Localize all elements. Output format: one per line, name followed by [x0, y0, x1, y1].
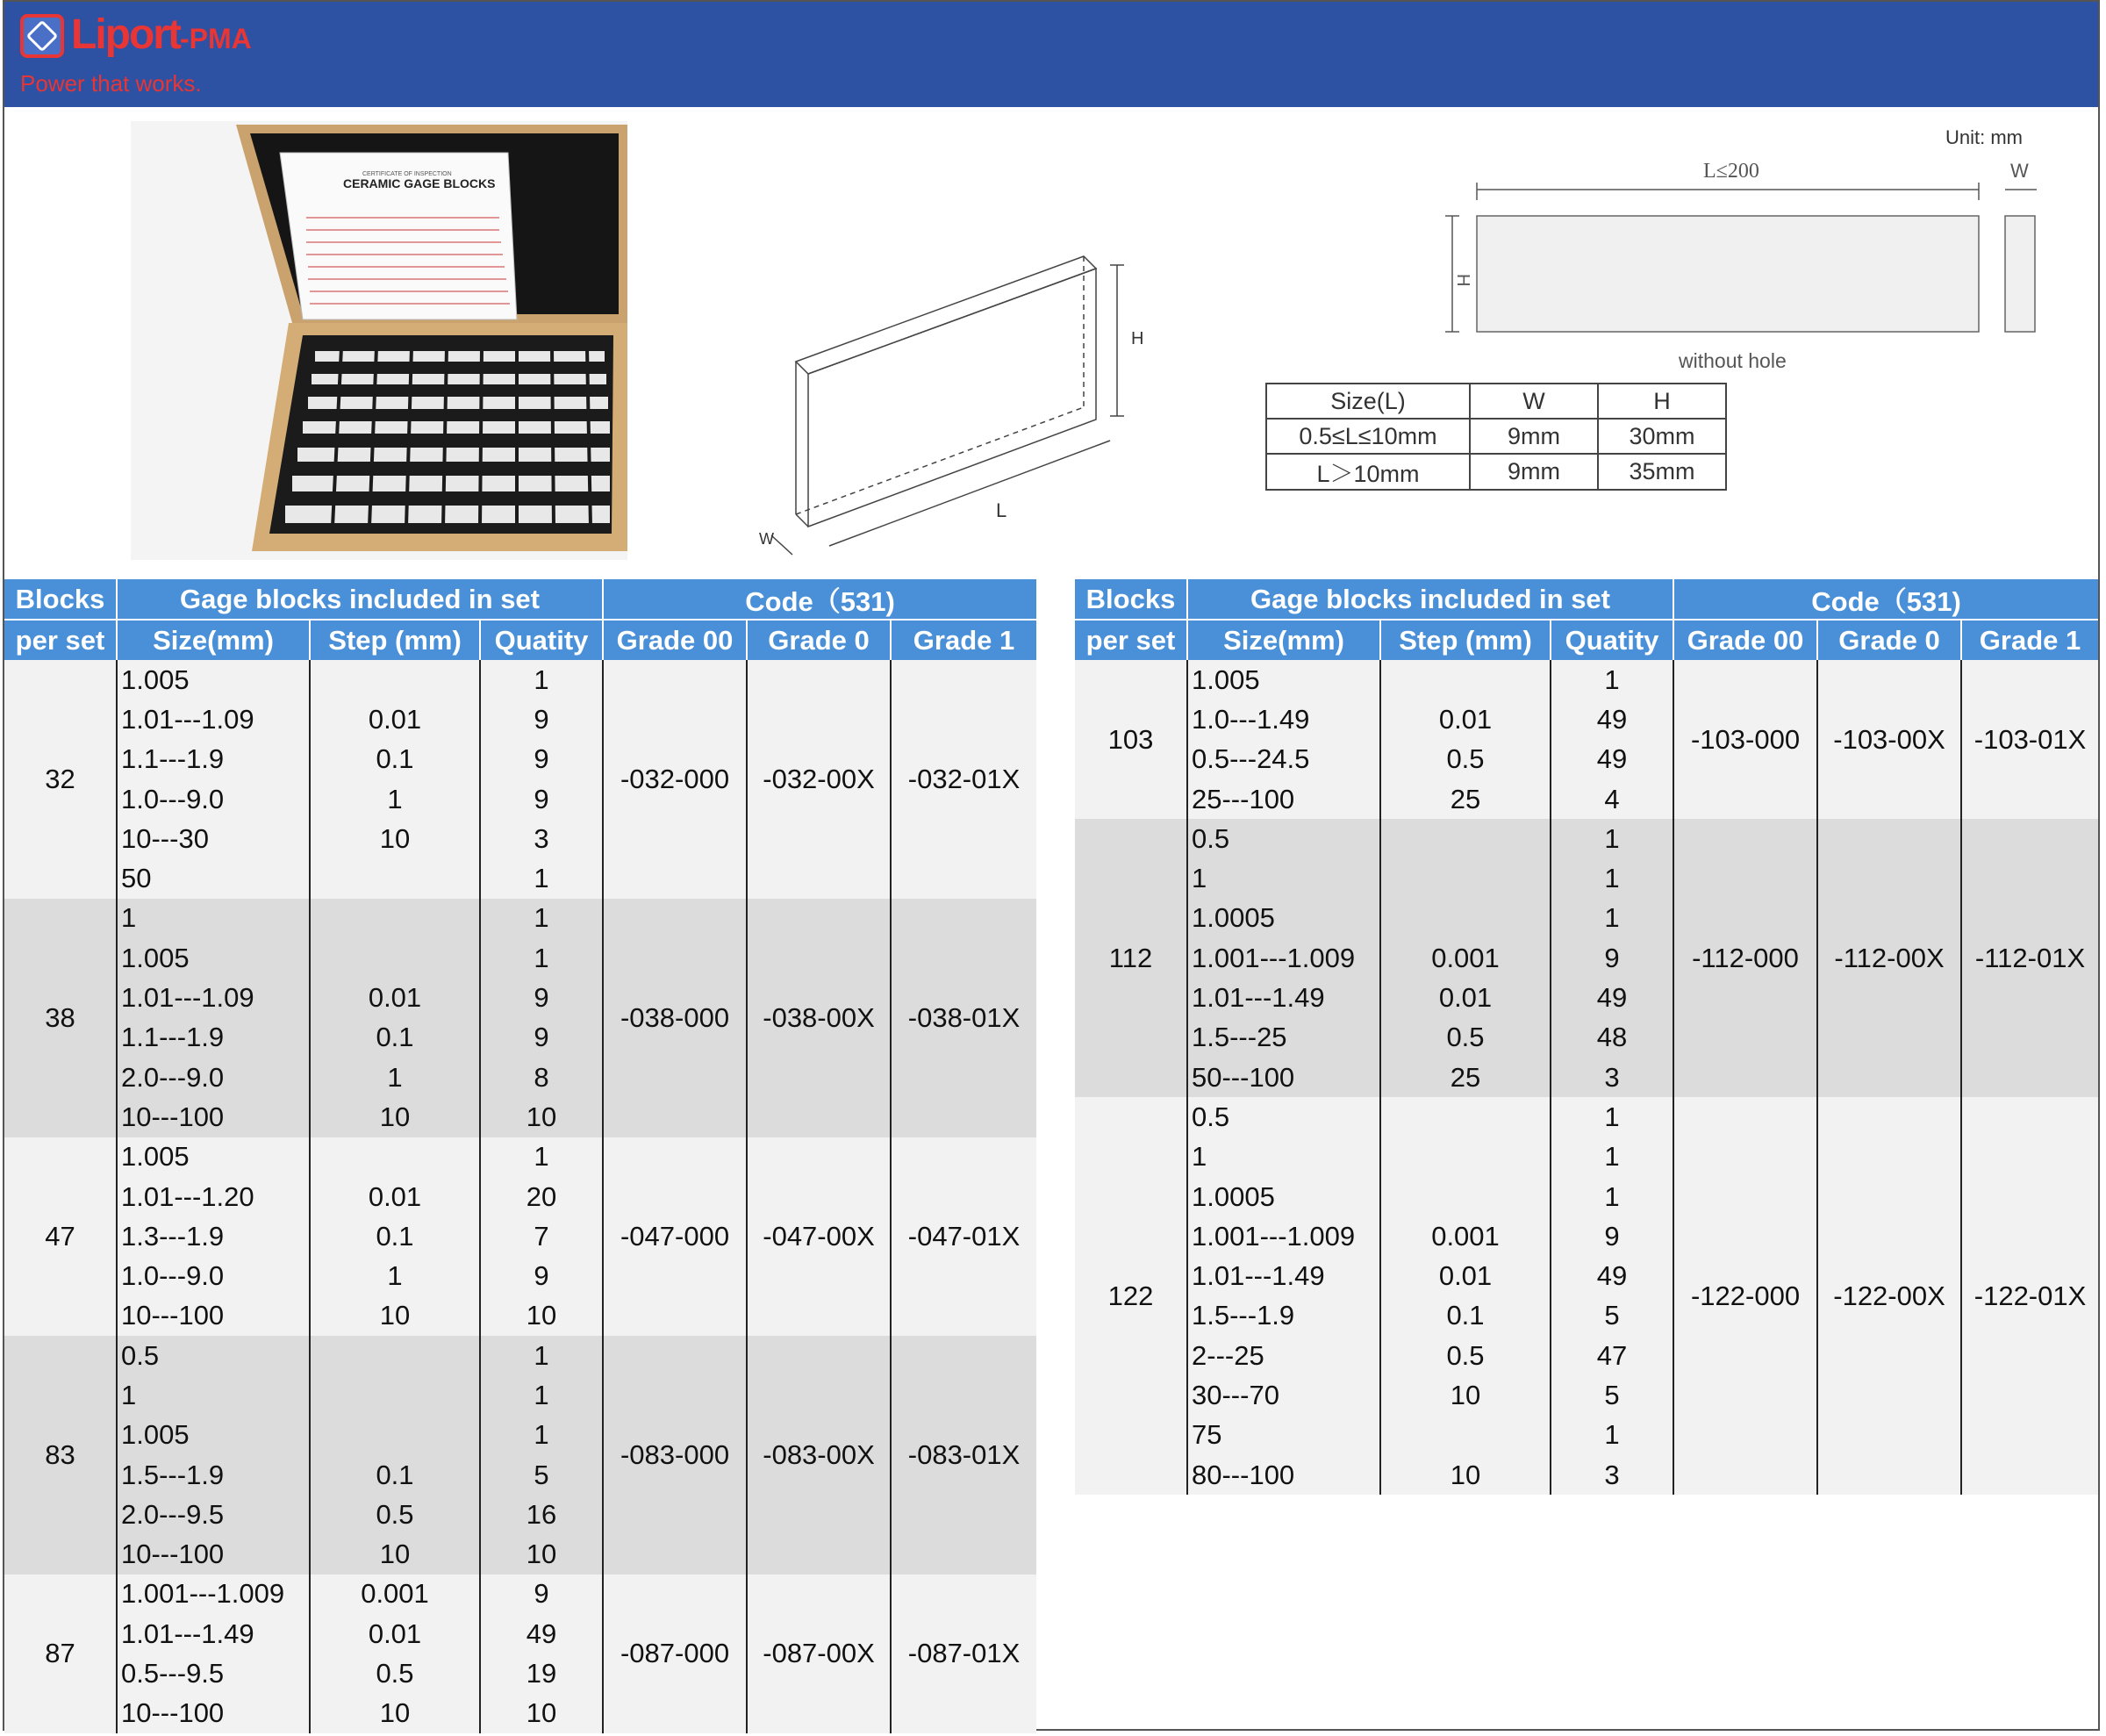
- grade-00-code-cell: -047-000: [603, 1137, 747, 1336]
- size-cell: 10---100: [117, 1296, 310, 1336]
- spec-row: [1266, 454, 1726, 490]
- size-cell: 1.005: [117, 660, 310, 699]
- quantity-cell: 9: [480, 779, 603, 819]
- grade-00-code-cell: -122-000: [1673, 1097, 1817, 1495]
- size-cell: 50---100: [1187, 1058, 1380, 1097]
- quantity-cell: 49: [1551, 978, 1673, 1017]
- step-cell: 0.5: [310, 1654, 480, 1693]
- step-cell: [1380, 1097, 1551, 1137]
- grade-00-code-cell: -038-000: [603, 899, 747, 1137]
- step-cell: [310, 858, 480, 898]
- size-cell: 10---30: [117, 819, 310, 858]
- box-height-label: H: [1131, 329, 1144, 348]
- grade-00-code-cell: -103-000: [1673, 660, 1817, 819]
- quantity-cell: 10: [480, 1097, 603, 1137]
- spec-header: Size(L): [1266, 384, 1470, 419]
- step-cell: 0.5: [310, 1495, 480, 1534]
- size-cell: 1.0---9.0: [117, 1256, 310, 1295]
- step-cell: 10: [310, 1694, 480, 1733]
- quantity-cell: 9: [480, 740, 603, 779]
- size-cell: 1.01---1.49: [117, 1614, 310, 1654]
- height-label: H: [1453, 274, 1472, 287]
- header-step: Step (mm): [310, 620, 480, 660]
- size-cell: 10---100: [117, 1097, 310, 1137]
- step-cell: 0.01: [310, 699, 480, 739]
- header-bar: [4, 2, 2098, 107]
- step-cell: 0.001: [1380, 1216, 1551, 1256]
- quantity-cell: 1: [1551, 1137, 1673, 1177]
- step-cell: 10: [310, 1097, 480, 1137]
- spec-cell: 9mm: [1470, 454, 1598, 490]
- size-cell: 1.001---1.009: [117, 1575, 310, 1614]
- step-cell: [1380, 858, 1551, 898]
- size-cell: 1.5---1.9: [1187, 1296, 1380, 1336]
- step-cell: 0.01: [310, 1614, 480, 1654]
- grade-1-code-cell: -122-01X: [1961, 1097, 2098, 1495]
- blocks-per-set-cell: 38: [4, 899, 117, 1137]
- quantity-cell: 3: [480, 819, 603, 858]
- size-cell: 0.5: [1187, 1097, 1380, 1137]
- step-cell: [310, 660, 480, 699]
- size-cell: 1: [117, 899, 310, 938]
- quantity-cell: 16: [480, 1495, 603, 1534]
- certificate-heading: CERTIFICATE OF INSPECTION: [362, 171, 452, 177]
- size-cell: 10---100: [117, 1535, 310, 1575]
- gage-block-set-photo: [131, 121, 627, 560]
- size-cell: 1.001---1.009: [1187, 938, 1380, 978]
- grade-0-code-cell: -032-00X: [747, 660, 891, 899]
- step-cell: [310, 938, 480, 978]
- unit-label: Unit: mm: [1945, 126, 2023, 148]
- quantity-cell: 3: [1551, 1455, 1673, 1495]
- table-row: [4, 1575, 1036, 1614]
- quantity-cell: 5: [480, 1455, 603, 1495]
- size-cell: 1.005: [117, 938, 310, 978]
- tagline: Power that works.: [20, 70, 202, 97]
- size-cell: 1.3---1.9: [117, 1216, 310, 1256]
- size-cell: 2.0---9.0: [117, 1058, 310, 1097]
- header-grade-1: Grade 1: [891, 620, 1036, 660]
- header-per-set: per set: [1075, 620, 1187, 660]
- header-step: Step (mm): [1380, 620, 1551, 660]
- table-row: [1075, 819, 2098, 858]
- size-cell: 80---100: [1187, 1455, 1380, 1495]
- quantity-cell: 8: [480, 1058, 603, 1097]
- step-cell: 0.01: [1380, 978, 1551, 1017]
- spec-cell: L＞10mm: [1266, 454, 1470, 490]
- left-gage-set-table: [4, 579, 1036, 1733]
- table-row: [4, 899, 1036, 938]
- spec-cell: 9mm: [1470, 419, 1598, 454]
- quantity-cell: 1: [480, 1137, 603, 1177]
- step-cell: 0.01: [1380, 1256, 1551, 1295]
- spec-cell: 35mm: [1598, 454, 1726, 490]
- size-cell: 75: [1187, 1416, 1380, 1455]
- blocks-per-set-cell: 87: [4, 1575, 117, 1733]
- size-cell: 1.0005: [1187, 899, 1380, 938]
- quantity-cell: 1: [480, 858, 603, 898]
- size-cell: 1.01---1.49: [1187, 1256, 1380, 1295]
- step-cell: [310, 1416, 480, 1455]
- step-cell: [1380, 1416, 1551, 1455]
- quantity-cell: 1: [1551, 1416, 1673, 1455]
- size-cell: 1.005: [117, 1137, 310, 1177]
- step-cell: [1380, 819, 1551, 858]
- length-label: L≤200: [1703, 160, 1759, 183]
- quantity-cell: 1: [480, 1336, 603, 1375]
- grade-00-code-cell: -087-000: [603, 1575, 747, 1733]
- grade-1-code-cell: -112-01X: [1961, 819, 2098, 1097]
- size-cell: 0.5---24.5: [1187, 740, 1380, 779]
- quantity-cell: 9: [480, 978, 603, 1017]
- quantity-cell: 10: [480, 1535, 603, 1575]
- quantity-cell: 1: [1551, 899, 1673, 938]
- header-row-groups: [1075, 579, 2098, 620]
- quantity-cell: 49: [1551, 1256, 1673, 1295]
- header-code-group: Code（531): [1673, 579, 2098, 620]
- blocks-per-set-cell: 32: [4, 660, 117, 899]
- step-cell: 10: [1380, 1375, 1551, 1415]
- table-row: [4, 1137, 1036, 1177]
- grade-0-code-cell: -047-00X: [747, 1137, 891, 1336]
- size-cell: 1.0---1.49: [1187, 699, 1380, 739]
- size-cell: 0.5---9.5: [117, 1654, 310, 1693]
- step-cell: [310, 1137, 480, 1177]
- quantity-cell: 1: [480, 660, 603, 699]
- quantity-cell: 9: [480, 699, 603, 739]
- header-gage-group: Gage blocks included in set: [117, 579, 603, 620]
- grade-00-code-cell: -112-000: [1673, 819, 1817, 1097]
- header-code-group: Code（531): [603, 579, 1036, 620]
- logo-icon: [20, 14, 64, 58]
- header-size: Size(mm): [1187, 620, 1380, 660]
- step-cell: 10: [310, 819, 480, 858]
- size-cell: 1: [1187, 858, 1380, 898]
- spec-header: W: [1470, 384, 1598, 419]
- table-row: [4, 660, 1036, 699]
- quantity-cell: 9: [480, 1575, 603, 1614]
- quantity-cell: 47: [1551, 1336, 1673, 1375]
- step-cell: [310, 1336, 480, 1375]
- step-cell: [310, 899, 480, 938]
- size-cell: 50: [117, 858, 310, 898]
- quantity-cell: 7: [480, 1216, 603, 1256]
- certificate-title: CERAMIC GAGE BLOCKS: [343, 176, 496, 190]
- step-cell: 10: [1380, 1455, 1551, 1495]
- grade-1-code-cell: -083-01X: [891, 1336, 1036, 1575]
- size-cell: 1.005: [117, 1416, 310, 1455]
- size-cell: 1.01---1.49: [1187, 978, 1380, 1017]
- quantity-cell: 4: [1551, 779, 1673, 819]
- step-cell: 0.001: [1380, 938, 1551, 978]
- quantity-cell: 49: [1551, 699, 1673, 739]
- spec-cell: 0.5≤L≤10mm: [1266, 419, 1470, 454]
- quantity-cell: 1: [1551, 858, 1673, 898]
- header-size: Size(mm): [117, 620, 310, 660]
- spec-header: H: [1598, 384, 1726, 419]
- header-gage-group: Gage blocks included in set: [1187, 579, 1673, 620]
- step-cell: [1380, 660, 1551, 699]
- quantity-cell: 10: [480, 1694, 603, 1733]
- quantity-cell: 1: [1551, 660, 1673, 699]
- quantity-cell: 1: [480, 1416, 603, 1455]
- step-cell: 0.5: [1380, 1018, 1551, 1058]
- size-cell: 1.01---1.09: [117, 978, 310, 1017]
- spec-cell: 30mm: [1598, 419, 1726, 454]
- quantity-cell: 9: [1551, 1216, 1673, 1256]
- right-gage-set-table: [1075, 579, 2098, 1495]
- blocks-per-set-cell: 112: [1075, 819, 1187, 1097]
- grade-0-code-cell: -038-00X: [747, 899, 891, 1137]
- quantity-cell: 9: [480, 1256, 603, 1295]
- step-cell: [1380, 899, 1551, 938]
- grade-1-code-cell: -038-01X: [891, 899, 1036, 1137]
- size-cell: 1.0---9.0: [117, 779, 310, 819]
- quantity-cell: 5: [1551, 1296, 1673, 1336]
- size-cell: 25---100: [1187, 779, 1380, 819]
- quantity-cell: 1: [480, 1375, 603, 1415]
- brand-logo: Liport-PMA: [71, 11, 252, 58]
- header-row-columns: [1075, 620, 2098, 660]
- table-row: [4, 1336, 1036, 1375]
- step-cell: 10: [310, 1535, 480, 1575]
- width-label: W: [2010, 160, 2029, 182]
- grade-0-code-cell: -112-00X: [1817, 819, 1961, 1097]
- step-cell: 0.5: [1380, 1336, 1551, 1375]
- quantity-cell: 9: [480, 1018, 603, 1058]
- step-cell: 1: [310, 1058, 480, 1097]
- quantity-cell: 48: [1551, 1018, 1673, 1058]
- quantity-cell: 19: [480, 1654, 603, 1693]
- dimension-spec-table: [1265, 383, 1727, 491]
- size-cell: 30---70: [1187, 1375, 1380, 1415]
- spec-header-row: [1266, 384, 1726, 419]
- size-cell: 10---100: [117, 1694, 310, 1733]
- size-cell: 1.1---1.9: [117, 740, 310, 779]
- header-blocks: Blocks: [4, 579, 117, 620]
- quantity-cell: 1: [480, 899, 603, 938]
- quantity-cell: 49: [480, 1614, 603, 1654]
- size-cell: 1.5---25: [1187, 1018, 1380, 1058]
- quantity-cell: 1: [480, 938, 603, 978]
- box-width-label: W: [759, 530, 774, 548]
- quantity-cell: 20: [480, 1177, 603, 1216]
- block-isometric-diagram: [741, 247, 1171, 572]
- quantity-cell: 1: [1551, 1177, 1673, 1216]
- grade-00-code-cell: -032-000: [603, 660, 747, 899]
- header-grade-00: Grade 00: [1673, 620, 1817, 660]
- step-cell: 0.1: [310, 1216, 480, 1256]
- size-cell: 0.5: [117, 1336, 310, 1375]
- step-cell: 0.01: [1380, 699, 1551, 739]
- step-cell: 0.1: [1380, 1296, 1551, 1336]
- blocks-per-set-cell: 122: [1075, 1097, 1187, 1495]
- step-cell: [310, 1375, 480, 1415]
- spec-row: [1266, 419, 1726, 454]
- grade-0-code-cell: -103-00X: [1817, 660, 1961, 819]
- header-quantity: Quatity: [480, 620, 603, 660]
- blocks-per-set-cell: 83: [4, 1336, 117, 1575]
- table-row: [1075, 660, 2098, 699]
- header-per-set: per set: [4, 620, 117, 660]
- size-cell: 1.1---1.9: [117, 1018, 310, 1058]
- step-cell: 10: [310, 1296, 480, 1336]
- without-hole-note: without hole: [1679, 349, 1787, 372]
- step-cell: 1: [310, 1256, 480, 1295]
- grade-1-code-cell: -047-01X: [891, 1137, 1036, 1336]
- box-length-label: L: [996, 499, 1007, 521]
- grade-1-code-cell: -032-01X: [891, 660, 1036, 899]
- header-row-groups: [4, 579, 1036, 620]
- header-quantity: Quatity: [1551, 620, 1673, 660]
- grade-0-code-cell: -087-00X: [747, 1575, 891, 1733]
- step-cell: 0.1: [310, 1018, 480, 1058]
- header-row-columns: [4, 620, 1036, 660]
- grade-0-code-cell: -122-00X: [1817, 1097, 1961, 1495]
- grade-00-code-cell: -083-000: [603, 1336, 747, 1575]
- size-cell: 1: [1187, 1137, 1380, 1177]
- quantity-cell: 49: [1551, 740, 1673, 779]
- size-cell: 1.005: [1187, 660, 1380, 699]
- step-cell: [1380, 1177, 1551, 1216]
- quantity-cell: 10: [480, 1296, 603, 1336]
- size-cell: 1.0005: [1187, 1177, 1380, 1216]
- quantity-cell: 3: [1551, 1058, 1673, 1097]
- step-cell: 0.5: [1380, 740, 1551, 779]
- table-row: [1075, 1097, 2098, 1137]
- quantity-cell: 1: [1551, 1097, 1673, 1137]
- size-cell: 1.01---1.09: [117, 699, 310, 739]
- blocks-per-set-cell: 103: [1075, 660, 1187, 819]
- size-cell: 2---25: [1187, 1336, 1380, 1375]
- grade-1-code-cell: -103-01X: [1961, 660, 2098, 819]
- header-grade-00: Grade 00: [603, 620, 747, 660]
- size-cell: 0.5: [1187, 819, 1380, 858]
- page-frame: [3, 0, 2100, 1731]
- step-cell: 0.01: [310, 1177, 480, 1216]
- step-cell: 0.1: [310, 740, 480, 779]
- size-cell: 1.5---1.9: [117, 1455, 310, 1495]
- grade-1-code-cell: -087-01X: [891, 1575, 1036, 1733]
- block-dimension-diagram: [1443, 151, 2040, 379]
- step-cell: 1: [310, 779, 480, 819]
- header-grade-0: Grade 0: [1817, 620, 1961, 660]
- header-grade-0: Grade 0: [747, 620, 891, 660]
- step-cell: 0.1: [310, 1455, 480, 1495]
- size-cell: 1.01---1.20: [117, 1177, 310, 1216]
- step-cell: 0.01: [310, 978, 480, 1017]
- step-cell: [1380, 1137, 1551, 1177]
- blocks-per-set-cell: 47: [4, 1137, 117, 1336]
- size-cell: 1.001---1.009: [1187, 1216, 1380, 1256]
- header-blocks: Blocks: [1075, 579, 1187, 620]
- step-cell: 25: [1380, 1058, 1551, 1097]
- size-cell: 2.0---9.5: [117, 1495, 310, 1534]
- step-cell: 25: [1380, 779, 1551, 819]
- header-grade-1: Grade 1: [1961, 620, 2098, 660]
- grade-0-code-cell: -083-00X: [747, 1336, 891, 1575]
- quantity-cell: 5: [1551, 1375, 1673, 1415]
- quantity-cell: 1: [1551, 819, 1673, 858]
- step-cell: 0.001: [310, 1575, 480, 1614]
- size-cell: 1: [117, 1375, 310, 1415]
- quantity-cell: 9: [1551, 938, 1673, 978]
